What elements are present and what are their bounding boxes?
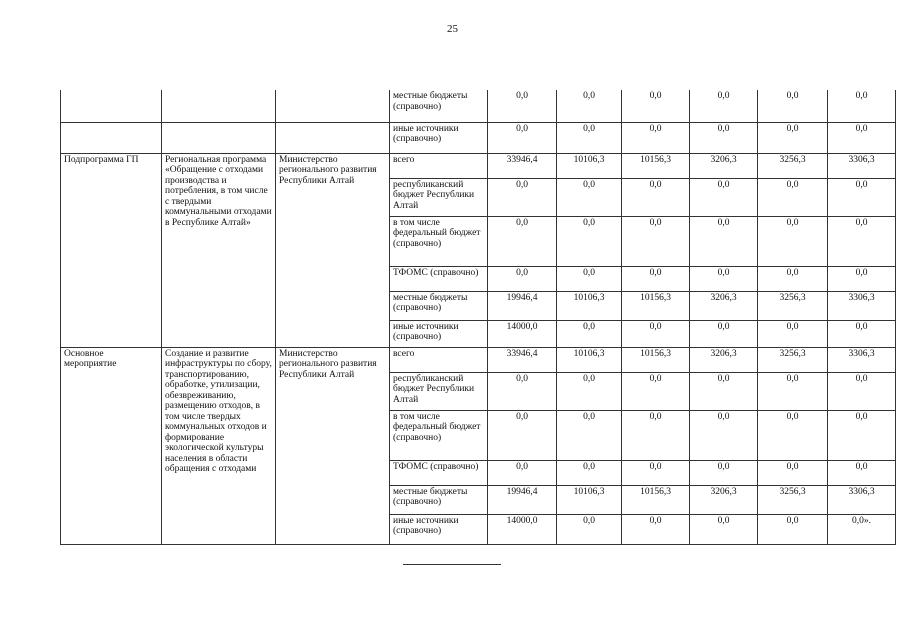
program-executor: Министерство регионального развития Республики Алтай bbox=[276, 153, 390, 347]
amount-cell: 3306,3 bbox=[828, 291, 896, 320]
amount-cell: 10156,3 bbox=[622, 153, 690, 178]
amount-cell: 0,0 bbox=[622, 90, 690, 122]
amount-cell: 0,0 bbox=[557, 372, 622, 410]
amount-cell: 0,0 bbox=[488, 122, 557, 153]
amount-cell: 0,0 bbox=[690, 178, 758, 216]
amount-cell: 3256,3 bbox=[758, 347, 828, 372]
amount-cell: 0,0 bbox=[758, 122, 828, 153]
amount-cell: 0,0 bbox=[758, 90, 828, 122]
amount-cell: 14000,0 bbox=[488, 320, 557, 347]
amount-cell: 19946,4 bbox=[488, 485, 557, 514]
table-row bbox=[61, 90, 896, 122]
amount-cell: 0,0 bbox=[488, 266, 557, 291]
amount-cell: 33946,4 bbox=[488, 153, 557, 178]
funding-source: местные бюджеты (справочно) bbox=[390, 485, 488, 514]
amount-cell: 0,0 bbox=[557, 514, 622, 544]
amount-cell: 0,0 bbox=[622, 216, 690, 266]
amount-cell: 0,0 bbox=[828, 90, 896, 122]
amount-cell: 0,0 bbox=[622, 372, 690, 410]
amount-cell: 0,0 bbox=[828, 178, 896, 216]
program-type: Основное мероприятие bbox=[61, 347, 162, 544]
amount-cell: 0,0 bbox=[828, 410, 896, 460]
amount-cell: 3256,3 bbox=[758, 485, 828, 514]
amount-cell: 3306,3 bbox=[828, 153, 896, 178]
amount-cell: 10106,3 bbox=[557, 291, 622, 320]
amount-cell: 0,0». bbox=[828, 514, 896, 544]
amount-cell: 33946,4 bbox=[488, 347, 557, 372]
amount-cell: 0,0 bbox=[758, 320, 828, 347]
amount-cell: 3206,3 bbox=[690, 291, 758, 320]
table-row bbox=[61, 122, 896, 153]
amount-cell: 3206,3 bbox=[690, 485, 758, 514]
amount-cell: 0,0 bbox=[622, 460, 690, 485]
amount-cell: 10156,3 bbox=[622, 485, 690, 514]
funding-source: местные бюджеты (справочно) bbox=[390, 90, 488, 122]
amount-cell: 0,0 bbox=[758, 514, 828, 544]
table-row bbox=[61, 347, 896, 372]
amount-cell: 0,0 bbox=[557, 266, 622, 291]
program-type: Подпрограмма ГП bbox=[61, 153, 162, 347]
funding-source: республиканский бюджет Республики Алтай bbox=[390, 372, 488, 410]
amount-cell: 0,0 bbox=[828, 460, 896, 485]
funding-source: ТФОМС (справочно) bbox=[390, 266, 488, 291]
amount-cell: 0,0 bbox=[690, 372, 758, 410]
program-name: Региональная программа «Обращение с отходами производства и потребления, в том числе с твердыми коммунальными отходами в Республике Алтай» bbox=[162, 153, 276, 347]
amount-cell: 0,0 bbox=[758, 410, 828, 460]
empty-cell bbox=[162, 90, 276, 122]
funding-source: местные бюджеты (справочно) bbox=[390, 291, 488, 320]
amount-cell: 19946,4 bbox=[488, 291, 557, 320]
empty-cell bbox=[61, 90, 162, 122]
table-row bbox=[61, 153, 896, 178]
amount-cell: 0,0 bbox=[758, 266, 828, 291]
amount-cell: 0,0 bbox=[557, 460, 622, 485]
amount-cell: 3206,3 bbox=[690, 153, 758, 178]
amount-cell: 0,0 bbox=[758, 372, 828, 410]
amount-cell: 0,0 bbox=[557, 178, 622, 216]
amount-cell: 3206,3 bbox=[690, 347, 758, 372]
funding-source: в том числе федеральный бюджет (справочно) bbox=[390, 216, 488, 266]
amount-cell: 10156,3 bbox=[622, 347, 690, 372]
amount-cell: 0,0 bbox=[828, 320, 896, 347]
amount-cell: 0,0 bbox=[557, 320, 622, 347]
amount-cell: 0,0 bbox=[557, 90, 622, 122]
amount-cell: 14000,0 bbox=[488, 514, 557, 544]
amount-cell: 3256,3 bbox=[758, 291, 828, 320]
amount-cell: 3306,3 bbox=[828, 347, 896, 372]
amount-cell: 0,0 bbox=[488, 90, 557, 122]
amount-cell: 0,0 bbox=[557, 410, 622, 460]
amount-cell: 0,0 bbox=[488, 410, 557, 460]
funding-source: иные источники (справочно) bbox=[390, 514, 488, 544]
amount-cell: 0,0 bbox=[690, 90, 758, 122]
amount-cell: 0,0 bbox=[690, 410, 758, 460]
funding-source: в том числе федеральный бюджет (справочно) bbox=[390, 410, 488, 460]
funding-source: республиканский бюджет Республики Алтай bbox=[390, 178, 488, 216]
amount-cell: 0,0 bbox=[557, 216, 622, 266]
amount-cell: 10156,3 bbox=[622, 291, 690, 320]
amount-cell: 10106,3 bbox=[557, 153, 622, 178]
amount-cell: 0,0 bbox=[828, 216, 896, 266]
page-number: 25 bbox=[447, 23, 458, 35]
funding-source: иные источники (справочно) bbox=[390, 320, 488, 347]
funding-source: всего bbox=[390, 153, 488, 178]
amount-cell: 0,0 bbox=[690, 122, 758, 153]
amount-cell: 0,0 bbox=[622, 514, 690, 544]
amount-cell: 3256,3 bbox=[758, 153, 828, 178]
empty-cell bbox=[276, 122, 390, 153]
amount-cell: 0,0 bbox=[488, 460, 557, 485]
amount-cell: 0,0 bbox=[758, 460, 828, 485]
budget-table bbox=[60, 90, 896, 545]
amount-cell: 0,0 bbox=[622, 122, 690, 153]
amount-cell: 0,0 bbox=[488, 372, 557, 410]
empty-cell bbox=[162, 122, 276, 153]
amount-cell: 0,0 bbox=[622, 178, 690, 216]
amount-cell: 10106,3 bbox=[557, 485, 622, 514]
empty-cell bbox=[61, 122, 162, 153]
amount-cell: 0,0 bbox=[557, 122, 622, 153]
amount-cell: 0,0 bbox=[828, 266, 896, 291]
program-executor: Министерство регионального развития Республики Алтай bbox=[276, 347, 390, 544]
amount-cell: 0,0 bbox=[690, 320, 758, 347]
amount-cell: 0,0 bbox=[758, 216, 828, 266]
amount-cell: 0,0 bbox=[690, 216, 758, 266]
funding-source: иные источники (справочно) bbox=[390, 122, 488, 153]
funding-source: ТФОМС (справочно) bbox=[390, 460, 488, 485]
footnote-separator bbox=[403, 564, 501, 565]
amount-cell: 0,0 bbox=[758, 178, 828, 216]
amount-cell: 0,0 bbox=[622, 320, 690, 347]
amount-cell: 3306,3 bbox=[828, 485, 896, 514]
empty-cell bbox=[276, 90, 390, 122]
amount-cell: 0,0 bbox=[488, 216, 557, 266]
funding-source: всего bbox=[390, 347, 488, 372]
amount-cell: 0,0 bbox=[828, 122, 896, 153]
amount-cell: 0,0 bbox=[622, 410, 690, 460]
amount-cell: 0,0 bbox=[622, 266, 690, 291]
amount-cell: 0,0 bbox=[690, 514, 758, 544]
amount-cell: 0,0 bbox=[488, 178, 557, 216]
amount-cell: 0,0 bbox=[690, 460, 758, 485]
amount-cell: 10106,3 bbox=[557, 347, 622, 372]
amount-cell: 0,0 bbox=[828, 372, 896, 410]
program-name: Создание и развитие инфраструктуры по сбору, транспортированию, обработке, утилизации, обезвреживанию, размещению отходов, в том числе твердых коммунальных отходов и формирование экологической культуры населения в области обращения с отходами bbox=[162, 347, 276, 544]
amount-cell: 0,0 bbox=[690, 266, 758, 291]
